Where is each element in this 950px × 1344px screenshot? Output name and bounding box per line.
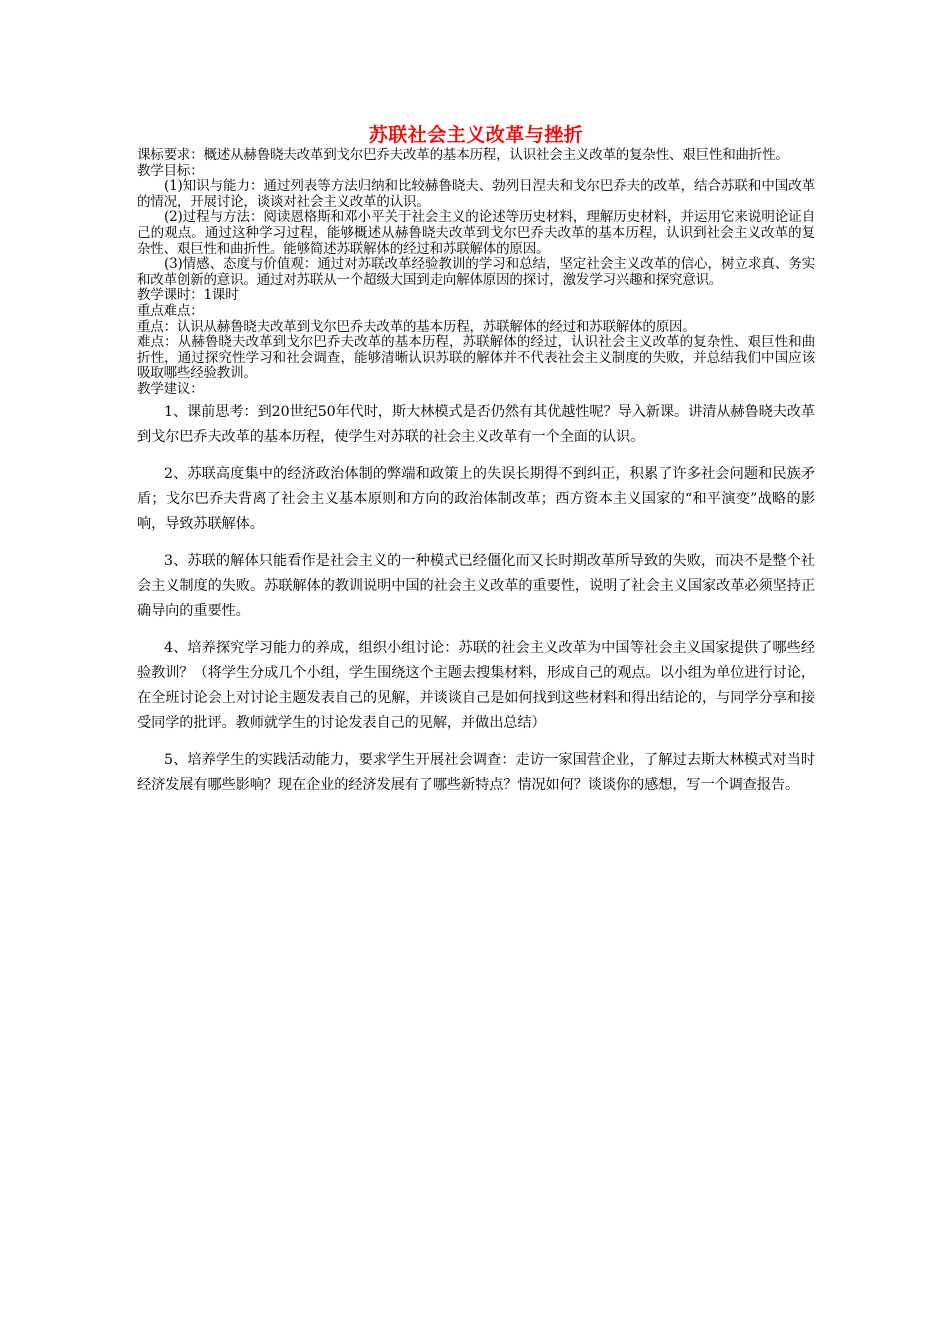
- suggestion-item: 1、课前思考：到20世纪50年代时，斯大林模式是否仍然有其优越性呢？导入新课。讲清从赫鲁晓夫改革到戈尔巴乔夫改革的基本历程，使学生对苏联的社会主义改革有一个全面的认识。: [137, 403, 815, 445]
- suggestion-item: 2、苏联高度集中的经济政治体制的弊端和政策上的失误长期得不到纠正，积累了许多社会问题和民族矛盾；戈尔巴乔夫背离了社会主义基本原则和方向的政治体制改革；西方资本主义国家的“和平演变”战略的影响，导致苏联解体。: [137, 465, 815, 532]
- objective-knowledge: (1)知识与能力：通过列表等方法归纳和比较赫鲁晓夫、勃列日涅夫和戈尔巴乔夫的改革，结合苏联和中国改革的情况，开展讨论，谈谈对社会主义改革的认识。: [137, 178, 815, 210]
- document-page: [137, 122, 815, 810]
- suggestion-item: 4、培养探究学习能力的养成，组织小组讨论：苏联的社会主义改革为中国等社会主义国家提供了哪些经验教训？（将学生分成几个小组，学生围绕这个主题去搜集材料，形成自己的观点。以小组为单位进行讨论，在全班讨论会上对讨论主题发表自己的见解，并谈谈自己是如何找到这些材料和得出结论的，与同学分享和接受同学的批评。教师就学生的讨论发表自己的见解，并做出总结）: [137, 639, 815, 731]
- objectives-heading: 教学目标：: [137, 162, 204, 179]
- key-point: 重点：认识从赫鲁晓夫改革到戈尔巴乔夫改革的基本历程，苏联解体的经过和苏联解体的原因。: [137, 318, 696, 335]
- difficult-point: 难点：从赫鲁晓夫改革到戈尔巴乔夫改革的基本历程，苏联解体的经过，认识社会主义改革的复杂性、艰巨性和曲折性，通过探究性学习和社会调查，能够清晰认识苏联的解体并不代表社会主义制度的失败，并总结我们中国应该吸取哪些经验教训。: [137, 334, 815, 382]
- curriculum-requirement: 课标要求：概述从赫鲁晓夫改革到戈尔巴乔夫改革的基本历程，认识社会主义改革的复杂性、艰巨性和曲折性。: [137, 147, 789, 163]
- suggestions-section: [137, 400, 815, 798]
- lesson-header-section: [137, 148, 815, 398]
- suggestion-item: 3、苏联的解体只能看作是社会主义的一种模式已经僵化而又长时期改革所导致的失败，而决不是整个社会主义制度的失败。苏联解体的教训说明中国的社会主义改革的重要性，说明了社会主义国家改革必须坚持正确导向的重要性。: [137, 552, 815, 619]
- objective-values: (3)情感、态度与价值观：通过对苏联改革经验教训的学习和总结，坚定社会主义改革的信心，树立求真、务实和改革创新的意识。通过对苏联从一个超级大国到走向解体原因的探讨，激发学习兴趣和探究意识。: [137, 256, 815, 288]
- suggestion-item: 5、培养学生的实践活动能力，要求学生开展社会调查：走访一家国营企业，了解过去斯大林模式对当时经济发展有哪些影响？现在企业的经济发展有了哪些新特点？情况如何？谈谈你的感想，写一个调查报告。: [137, 751, 815, 793]
- suggestions-heading: 教学建议：: [137, 380, 204, 397]
- key-points-heading: 重点难点：: [137, 302, 204, 319]
- document-title: 苏联社会主义改革与挫折: [368, 124, 584, 146]
- objective-process: (2)过程与方法：阅读恩格斯和邓小平关于社会主义的论述等历史材料，理解历史材料，并运用它来说明论证自己的观点。通过这种学习过程，能够概述从赫鲁晓夫改革到戈尔巴乔夫改革的基本历程，认识到社会主义改革的复杂性、艰巨性和曲折性。能够简述苏联解体的经过和苏联解体的原因。: [137, 209, 815, 257]
- class-hours: 教学课时：1课时: [137, 287, 239, 304]
